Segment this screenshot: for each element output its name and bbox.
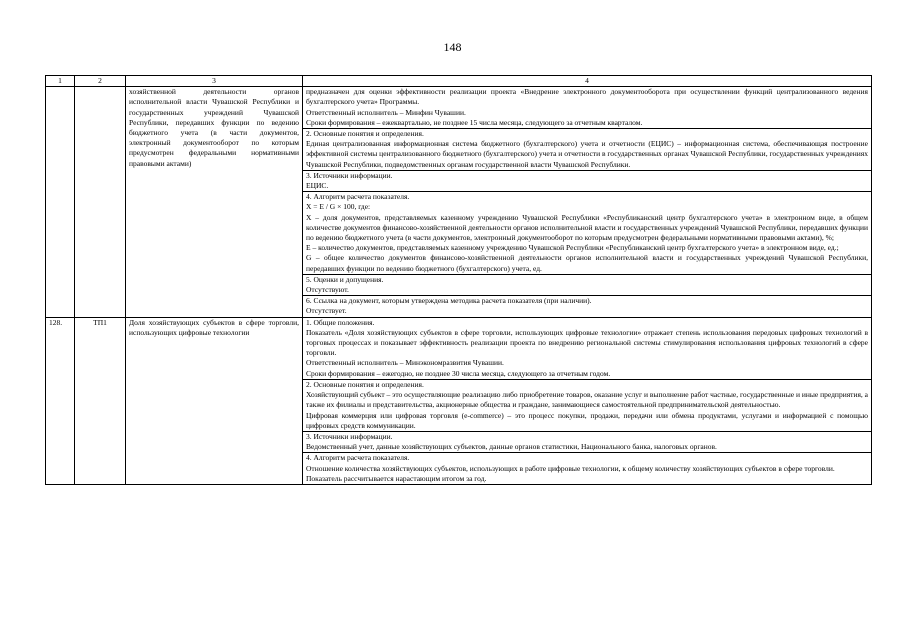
section-heading: 2. Основные понятия и определения. [306,129,424,139]
paragraph: Сроки формирования – ежеквартально, не позднее 15 числа месяца, следующего за отчетным кварталом. [306,117,643,127]
section-heading: 6. Ссылка на документ, которым утверждена методика расчета показателя (при наличии). [306,296,592,306]
formula: X = E / G × 100, где: [306,202,371,212]
paragraph: Единая централизованная информационная система бюджетного (бухгалтерского) учета и отчетности (ЕЦИС) – информационная система, обеспечивающая построение эффективной системы централизованного бюджетного (бухгалтерского) учета и отчетности в государственных органах Чувашской Республики, государственных учреждениях Чувашской Республики, подведомственных органам государственной власти Чувашской Республики. [306,139,868,169]
section-heading: 4. Алгоритм расчета показателя. [306,453,410,463]
indicator-name: хозяйственной деятельности органов исполнительной власти Чувашской Республики и государственных учреждений Чувашской Республики, передавших функции по ведению бюджетного учета (в части документов, электронный документооборот по которым предусмотрен федеральными нормативными правовыми актами) [126,87,303,317]
description-section [303,296,872,317]
row-number-cell [46,87,75,317]
paragraph: E – количество документов, представляемых казенному учреждению Чувашской Республики «Республиканский центр бухгалтерского учета» в электронном виде, ед.; [306,243,839,253]
description-section [303,431,872,452]
section-heading: 3. Источники информации. [306,170,393,180]
paragraph: Ответственный исполнитель – Минэкономразвития Чувашии. [306,358,504,368]
section-heading: 2. Основные понятия и определения. [306,379,424,389]
table-row [46,87,872,129]
paragraph: Показатель «Доля хозяйствующих субъектов в сфере торговли, использующих цифровые технологии» отражает степень использования передовых цифровых технологий в торговых процессах и показывает эффективность реализации проекта по внедрению региональной системы стимулирования использования цифровых технологий в сфере торговли. [306,327,868,358]
row-code-cell [75,87,126,317]
description-section [303,192,872,275]
section-heading: 3. Источники информации. [306,431,393,441]
header-cell: 4 [303,76,872,87]
paragraph: предназначен для оценки эффективности реализации проекта «Внедрение электронного документооборота при осуществлении функций централизованного ведения бухгалтерского учета» Программы. [306,87,868,107]
row-code: ТП1 [75,317,126,484]
description-section [303,379,872,431]
paragraph: Хозяйствующий субъект – это осуществляющие реализацию либо приобретение товаров, оказание услуг и выполнение работ частные, государственные и иные предприятия, а также их филиалы и представительства, акционерные общества и граждане, занимающиеся самостоятельной предпринимательской деятельностью. [306,390,868,410]
header-cell: 3 [126,76,303,87]
paragraph: ЕЦИС. [306,181,329,191]
paragraph: G – общее количество документов финансово-хозяйственной деятельности органов исполнительной власти и государственных учреждений Чувашской Республики, передавших функции по ведению бюджетного (бухгалтерского) учета, ед. [306,253,868,273]
row-number: 128. [46,317,75,484]
section-heading: 1. Общие положения. [306,317,375,327]
paragraph: Ответственный исполнитель – Минфин Чувашии. [306,107,466,117]
indicator-name: Доля хозяйствующих субъектов в сфере торговли, использующих цифровые технологии [126,317,303,484]
paragraph: Отсутствуют. [306,285,349,295]
table-header-row [46,76,872,87]
description-section [303,274,872,295]
section-heading: 4. Алгоритм расчета показателя. [306,192,410,202]
description-section [303,317,872,379]
paragraph: X – доля документов, представляемых казенному учреждению Чувашской Республики «Республиканский центр бухгалтерского учета» в электронном виде, в общем количестве документов финансово-хозяйственной деятельности органов исполнительной власти и государственных учреждений Чувашской Республики, передавших функции по ведению бюджетного учета (в части документов, электронный документооборот по которым предусмотрен федеральными нормативными правовыми актами), %; [306,212,868,243]
paragraph: Показатель рассчитывается нарастающим итогом за год. [306,473,487,483]
page-number: 148 [443,40,462,54]
paragraph: Ведомственный учет, данные хозяйствующих субъектов, данные органов статистики, Национального банка, налоговых органов. [306,442,717,452]
header-cell: 2 [75,76,126,87]
table-row [46,317,872,379]
indicator-table [45,75,872,485]
paragraph: Сроки формирования – ежегодно, не позднее 30 числа месяца, следующего за отчетным годом. [306,368,611,378]
paragraph: Отношение количества хозяйствующих субъектов, использующих в работе цифровые технологии, к общему количеству хозяйствующих субъектов в сфере торговли. [306,463,835,473]
description-section [303,129,872,171]
paragraph: Цифровая коммерция или цифровая торговля (e-commerce) – это процесс покупки, продажи, передачи или обмена продуктами, услугами и информацией с помощью цифровых средств коммуникации. [306,410,868,430]
section-heading: 5. Оценки и допущения. [306,274,384,284]
paragraph: Отсутствует. [306,306,347,316]
description-section [303,87,872,129]
description-section [303,453,872,485]
description-section [303,170,872,191]
header-cell: 1 [46,76,75,87]
